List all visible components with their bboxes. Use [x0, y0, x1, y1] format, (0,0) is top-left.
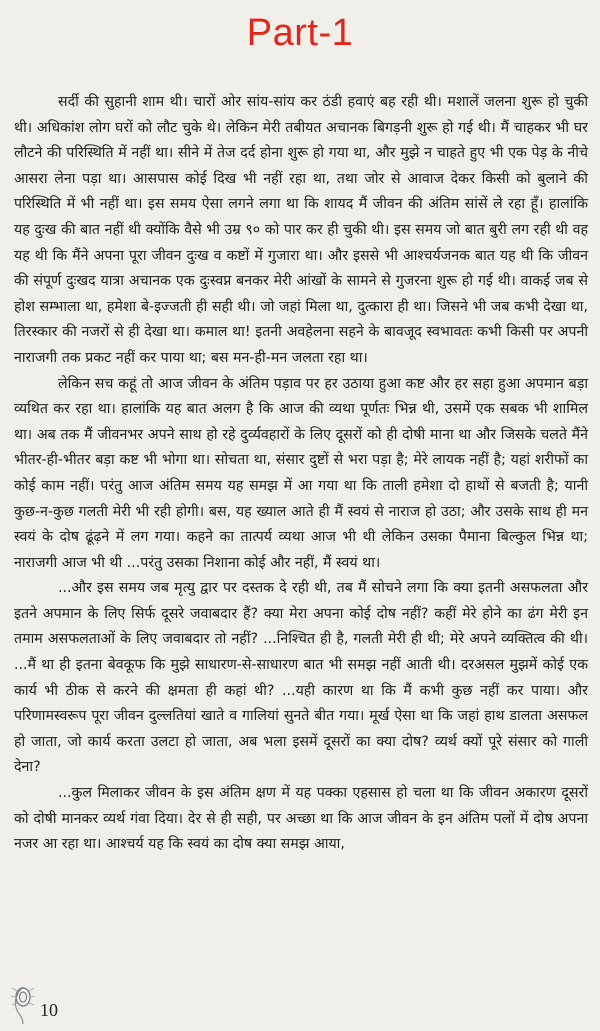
page-number: 10 [40, 1000, 58, 1020]
paragraph: लेकिन सच कहूं तो आज जीवन के अंतिम पड़ाव पर हर उठाया हुआ कष्ट और हर सहा हुआ अपमान बड़ा व्यथित कर रहा था। हालांकि यह बात अलग है कि आज की व्यथा पूर्णतः भिन्न थी, उसमें एक सबक भी शामिल था। अब तक मैं जीवनभर अपने साथ हो रहे दुर्व्यवहारों के लिए दूसरों को ही दोषी माना था और जिसके चलते मैंने भीतर-ही-भीतर बड़ा कष्ट भी भोगा था। सोचता था, संसार दुष्टों से भरा पड़ा है; मेरे लायक नहीं है; यहां शरीफों का कोई काम नहीं। परंतु आज अंतिम समय यह समझ में आ गया था कि ताली हमेशा दो हाथों से बजती है; यानी कुछ-न-कुछ गलती मेरी भी रही होगी। बस, यह ख्याल आते ही मैं स्वयं से नाराज हो उठा; और उसके साथ ही मन स्वयं के दोष ढूंढ़ने में लग गया। कहने का तात्पर्य व्यथा आज भी थी लेकिन उसका पैमाना बिल्कुल भिन्न था; नाराजगी आज भी थी ...परंतु उसका निशाना कोई और नहीं, मैं स्वयं था। [14, 375, 588, 571]
page-footer [10, 985, 90, 1025]
paragraph: सर्दी की सुहानी शाम थी। चारों ओर सांय-सांय कर ठंडी हवाएं बह रही थी। मशालें जलना शुरू हो चुकी थी। अधिकांश लोग घरों को लौट चुके थे। लेकिन मेरी तबीयत अचानक बिगड़नी शुरू हो गई थी। मैं चाहकर भी घर लौटने की परिस्थिति में नहीं था। सीने में तेज दर्द होना शुरू हो गया था, और मुझे न चाहते हुए भी एक पेड़ के नीचे आसरा लेना पड़ा था। आसपास कोई दिख भी नहीं रहा था, तथा जोर से आवाज देकर किसी को बुलाने की परिस्थिति में भी नहीं था। इस समय ऐसा लगने लगा था कि शायद मैं जीवन की अंतिम सांसें ले रहा हूँ। हालांकि यह दुःख की बात नहीं थी क्योंकि वैसे भी उम्र ९० को पार कर ही चुकी थी। इस समय जो बात बुरी लग रही थी वह यह थी कि मैंने अपना पूरा जीवन दुःख व कष्टों में गुजारा था। और इससे भी आश्चर्यजनक बात यह थी कि जीवन की संपूर्ण दुःखद यात्रा अचानक एक दुःस्वप्न बनकर मेरी आंखों के सामने से गुजरना शुरू हो गई थी। वाकई जब से होश सम्भाला था, हमेशा बे-इज्जती ही सही थी। जो जहां मिला था, दुत्कारा ही था। जिसने भी जब कभी देखा था, तिरस्कार की नजरों से ही देखा था। कमाल था! इतनी अवहेलना सहने के बावजूद स्वभावतः कभी किसी पर अपनी नाराजगी तक प्रकट नहीं कर पाया था; बस मन-ही-मन जलता रहा था। [14, 94, 588, 366]
paragraph: ...कुल मिलाकर जीवन के इस अंतिम क्षण में यह पक्का एहसास हो चला था कि जीवन अकारण दूसरों को दोषी मानकर व्यर्थ गंवा दिया। देर से ही सही, पर अच्छा था कि आज जीवन के इन अंतिम पलों में दोष अपना नजर आ रहा था। आश्चर्य यह कि स्वयं का दोष क्या समझ आया, [14, 785, 588, 853]
body-text [14, 90, 588, 858]
paragraph: ...और इस समय जब मृत्यु द्वार पर दस्तक दे रही थी, तब मैं सोचने लगा कि क्या इतनी असफलता और इतने अपमान के लिए सिर्फ दूसरे जवाबदार हैं? क्या मेरा अपना कोई दोष नहीं? कहीं मेरे होने का ढंग मेरी इन तमाम असफलताओं के लिए जवाबदार तो नहीं? ...निश्चित ही है, गलती मेरी ही थी; मेरे अपने व्यक्तित्व की थी। ...मैं था ही इतना बेवकूफ कि मुझे साधारण-से-साधारण बात भी समझ नहीं आती थी। दरअसल मुझमें कोई एक कार्य भी ठीक से करने की क्षमता ही कहां थी? ...यही कारण था कि मैं कभी कुछ नहीं कर पाया। और परिणामस्वरूप पूरा जीवन दुल्लतियां खाते व गालियां सुनते बीत गया। मूर्ख ऐसा था कि जहां हाथ डालता असफल हो जाता, जो कार्य करता उलटा हो जाता, अब भला इसमें दूसरों का क्या दोष? व्यर्थ क्यों पूरे संसार को गाली देना? [14, 580, 588, 776]
part-heading: Part-1 [246, 12, 354, 54]
peacock-feather-icon [10, 985, 36, 1025]
